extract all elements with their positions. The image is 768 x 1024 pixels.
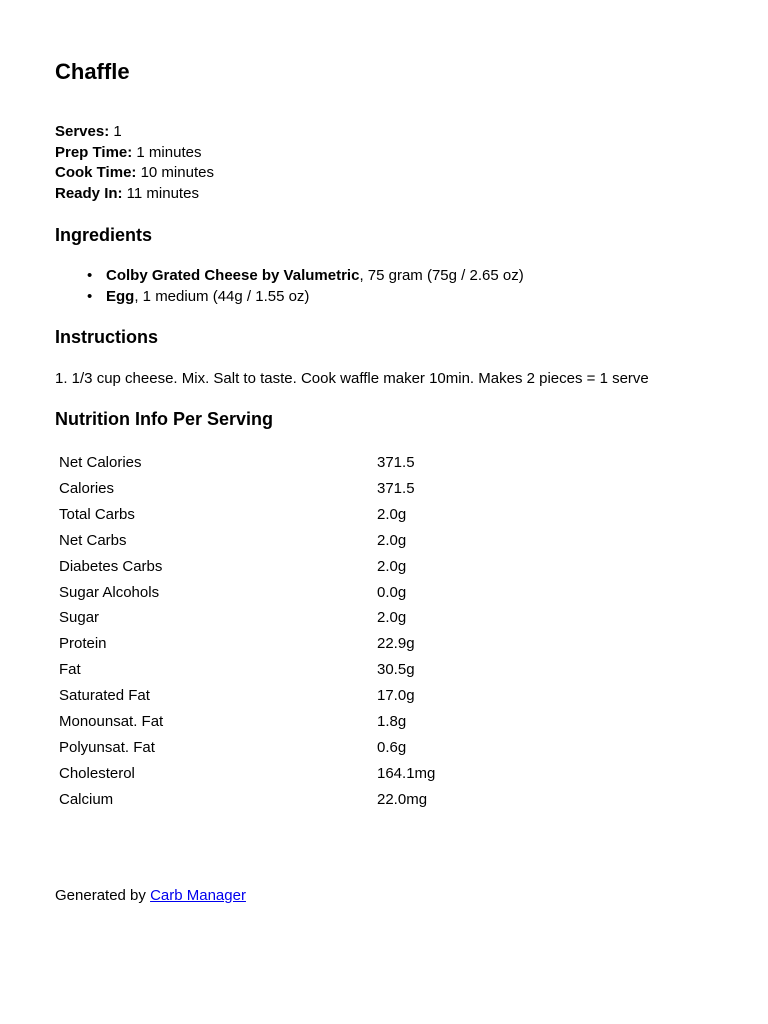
ingredients-list <box>55 265 524 307</box>
nutrient-label: Fat <box>59 661 81 679</box>
table-row <box>55 502 455 528</box>
table-row <box>55 631 455 657</box>
nutrient-label: Saturated Fat <box>59 687 150 705</box>
table-row <box>55 554 455 580</box>
nutrient-value: 22.0mg <box>377 790 428 808</box>
nutrient-value: 2.0g <box>377 557 407 575</box>
ready-in-value: 11 minutes <box>122 185 199 203</box>
table-row <box>55 735 455 761</box>
table-row <box>55 528 455 554</box>
serves-label: Serves: <box>55 123 110 140</box>
table-row <box>55 709 455 735</box>
nutrient-label: Polyunsat. Fat <box>59 738 155 756</box>
nutrient-value: 371.5 <box>377 454 415 471</box>
table-row <box>55 761 455 787</box>
nutrient-label: Protein <box>59 635 107 653</box>
instructions-heading: Instructions <box>55 327 159 347</box>
cook-time-value: 10 minutes <box>136 164 214 182</box>
nutrient-value: 0.6g <box>377 738 407 756</box>
nutrient-label: Total Carbs <box>59 505 135 523</box>
table-row <box>55 476 455 502</box>
bullet-icon: • <box>87 267 93 284</box>
ingredients-heading: Ingredients <box>55 225 153 245</box>
table-row <box>55 450 455 476</box>
cook-time-label: Cook Time: <box>55 164 137 182</box>
nutrient-value: 2.0g <box>377 531 407 549</box>
nutrient-label: Calories <box>59 479 115 497</box>
ingredient-item <box>55 265 524 286</box>
ingredient-name: Egg <box>106 288 135 305</box>
table-row <box>55 605 455 631</box>
ready-in-row <box>55 184 214 205</box>
prep-time-label: Prep Time: <box>55 143 133 161</box>
ingredient-detail: , 1 medium (44g / 1.55 oz) <box>134 288 310 305</box>
ingredient-item <box>55 286 524 307</box>
ingredient-name: Colby Grated Cheese by Valumetric <box>106 267 360 284</box>
nutrient-value: 0.0g <box>377 583 407 601</box>
generated-by-footer <box>55 885 246 906</box>
nutrient-label: Net Carbs <box>59 531 127 549</box>
prep-time-row <box>55 143 214 164</box>
bullet-icon: • <box>87 288 93 305</box>
nutrient-value: 2.0g <box>377 505 407 523</box>
table-row <box>55 787 455 813</box>
nutrient-label: Net Calories <box>59 454 142 471</box>
nutrient-value: 371.5 <box>377 479 415 497</box>
nutrient-value: 22.9g <box>377 635 415 653</box>
nutrient-label: Sugar Alcohols <box>59 583 160 601</box>
nutrient-label: Sugar <box>59 609 100 627</box>
ingredient-detail: , 75 gram (75g / 2.65 oz) <box>359 267 524 284</box>
prep-time-value: 1 minutes <box>132 143 202 161</box>
nutrient-label: Cholesterol <box>59 764 135 782</box>
serves-value: 1 <box>109 123 122 140</box>
nutrient-value: 2.0g <box>377 609 407 627</box>
nutrient-label: Monounsat. Fat <box>59 713 164 731</box>
nutrition-heading: Nutrition Info Per Serving <box>55 409 274 429</box>
recipe-title: Chaffle <box>55 59 130 84</box>
instruction-step: 1. 1/3 cup cheese. Mix. Salt to taste. Cook waffle maker 10min. Makes 2 pieces = 1 serve <box>55 370 649 387</box>
nutrient-label: Calcium <box>59 790 114 808</box>
table-row <box>55 683 455 709</box>
nutrient-value: 30.5g <box>377 661 415 679</box>
carb-manager-link[interactable]: Carb Manager <box>150 887 246 904</box>
nutrient-value: 17.0g <box>377 687 415 705</box>
table-row <box>55 580 455 606</box>
serves-row <box>55 122 214 143</box>
nutrition-table <box>55 450 455 813</box>
nutrient-label: Diabetes Carbs <box>59 557 163 575</box>
nutrient-value: 164.1mg <box>377 764 436 782</box>
ready-in-label: Ready In: <box>55 185 123 203</box>
table-row <box>55 657 455 683</box>
nutrient-value: 1.8g <box>377 713 407 731</box>
recipe-meta <box>55 122 214 205</box>
footer-prefix: Generated by <box>55 887 151 904</box>
cook-time-row <box>55 163 214 184</box>
